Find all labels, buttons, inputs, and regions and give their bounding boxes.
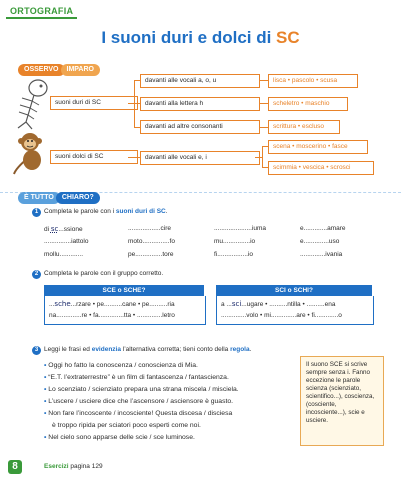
sentence-text: L’uscere / usciere dice che l’ascensore / asciensore è guasto. — [48, 398, 234, 405]
exercise-1-title — [44, 208, 168, 215]
tutto-chiaro-pill-group — [18, 186, 100, 204]
connector-line — [260, 80, 268, 81]
handwritten-answer: sc — [50, 225, 59, 233]
table-row[interactable]: a ...sci...ugare • ..........ntilla • ..........ena — [221, 300, 336, 308]
rule-note-box — [300, 356, 384, 446]
examples-box-consonants: scrittura • escluso — [268, 120, 340, 134]
hard-sounds-box: suoni duri di SC — [50, 96, 138, 110]
page-number: 8 — [8, 460, 22, 474]
word-item[interactable] — [44, 225, 83, 233]
connector-line — [134, 80, 135, 128]
title-text: . — [165, 208, 168, 215]
examples-box-i: scimmia • vescica • scrosci — [268, 161, 374, 175]
word-item[interactable]: ...............iattolo — [44, 238, 89, 245]
sentence-item[interactable]: • Lo scenziato / scienziato prepara una strana miscela / misciela. — [44, 386, 239, 393]
title-text: Completa le parole con i — [44, 208, 116, 215]
sentence-text: Non fare l’incoscente / incosciente! Questa discesa / disciesa — [48, 410, 233, 417]
sentence-item[interactable]: • “E.T. l’extraterrestre” è un film di fantascenza / fantascienza. — [44, 374, 229, 381]
exercise-number: 3 — [32, 346, 41, 355]
word-item[interactable]: ..............ivania — [300, 251, 343, 258]
fish-skeleton-icon — [12, 78, 50, 130]
word-item[interactable]: moto...............fo — [128, 238, 175, 245]
tutto-pill: È TUTTO — [18, 192, 60, 204]
rule-box-a-o-u: davanti alle vocali a, o, u — [140, 74, 260, 88]
word-item[interactable]: ..................cire — [128, 225, 171, 232]
connector-line — [255, 157, 262, 158]
table-sce-sche-header: SCE o SCHE? — [44, 285, 204, 296]
title-sc: SC — [276, 28, 300, 47]
connector-line — [128, 157, 140, 158]
title-bold: regola — [230, 346, 250, 353]
sentence-text: Nel cielo sono apparse delle scie / sce luminose. — [48, 434, 195, 441]
handwritten-answer: sci — [231, 300, 242, 308]
sentence-item[interactable]: è troppo ripida per sciatori poco esperti come noi. — [52, 422, 201, 429]
word-item[interactable]: e.............amare — [300, 225, 346, 232]
soft-sounds-box: suoni dolci di SC — [50, 150, 138, 164]
sentence-item[interactable]: • Nel cielo sono apparse delle scie / sce luminose. — [44, 434, 195, 441]
handwritten-answer: sche — [54, 300, 71, 308]
word-item[interactable]: pe...............tore — [128, 251, 174, 258]
sentence-text: Lo scenziato / scienziato prepara una strana miscela / misciela. — [48, 386, 239, 393]
word-item[interactable]: .....................iuma — [214, 225, 267, 232]
chiaro-pill: CHIARO? — [56, 192, 100, 204]
table-row[interactable]: ..............volo • mi..............are • fi.............o — [221, 312, 342, 319]
title-text: Leggi le frasi ed — [44, 346, 92, 353]
table-row[interactable]: ...sche...rzare • pe..........cane • pe..........ria — [49, 300, 175, 308]
connector-line — [260, 127, 268, 128]
page-title — [0, 28, 401, 48]
exercise-number: 2 — [32, 270, 41, 279]
title-bold: evidenzia — [91, 346, 121, 353]
exercise-reference[interactable] — [44, 463, 103, 470]
sentence-item[interactable]: • L’uscere / usciere dice che l’ascensore / asciensore è guasto. — [44, 398, 234, 405]
title-main: I suoni duri e dolci di — [101, 28, 277, 47]
rule-note-text: Il suono SCE si scrive sempre senza i. Fanno eccezione le parole scienza (scienziato, scientifico...), coscienza, (cosciente, incosciente...), scie e usciere. — [306, 361, 375, 424]
word-item[interactable]: fi.................io — [214, 251, 254, 258]
examples-box-a-o-u: lisca • pascolo • scusa — [268, 74, 358, 88]
exercise-2-title: Completa le parole con il gruppo corretto. — [44, 270, 164, 277]
connector-line — [260, 103, 268, 104]
monkey-icon — [8, 128, 48, 176]
exercise-3-title — [44, 346, 251, 353]
word-item[interactable]: mu...............io — [214, 238, 256, 245]
section-label: ORTOGRAFIA — [6, 6, 77, 19]
title-text: l’alternativa corretta; tieni conto della — [120, 346, 231, 353]
rule-box-consonants: davanti ad altre consonanti — [140, 120, 260, 134]
exercise-label: Esercizi — [44, 463, 69, 470]
table-row[interactable]: na..............re • fa..............tta • ..............letro — [49, 312, 175, 319]
examples-box-h: scheletro • maschio — [268, 97, 348, 111]
word-text: ...ssione — [58, 226, 83, 233]
word-item[interactable]: e..............uso — [300, 238, 340, 245]
exercise-page-text: pagina 129 — [68, 463, 103, 470]
sentence-text: Oggi ho fatto la conoscenza / conoscienza di Mia. — [48, 362, 198, 369]
examples-box-e: scena • moscerino • fasce — [268, 140, 368, 154]
sentence-text: “E.T. l’extraterrestre” è un film di fantascenza / fantascienza. — [48, 374, 229, 381]
word-text: di — [44, 226, 51, 233]
osservo-pill-group — [18, 58, 100, 76]
imparo-pill: IMPARO — [61, 64, 100, 76]
exercise-number: 1 — [32, 208, 41, 217]
connector-line — [262, 146, 263, 168]
sentence-item[interactable]: • Non fare l’incoscente / incosciente! Questa discesa / disciesa — [44, 410, 233, 417]
word-item[interactable]: mollu............. — [44, 251, 84, 258]
title-bold: suoni duri di SC — [115, 208, 166, 215]
table-sci-schi-body — [216, 296, 374, 325]
osservo-pill: OSSERVO — [18, 64, 65, 76]
sentence-item[interactable]: • Oggi ho fatto la conoscenza / conoscienza di Mia. — [44, 362, 198, 369]
title-text: . — [249, 346, 252, 353]
table-sce-sche-body — [44, 296, 206, 325]
rule-box-e-i: davanti alle vocali e, i — [140, 151, 260, 165]
rule-box-h: davanti alla lettera h — [140, 97, 260, 111]
table-sci-schi-header: SCI o SCHI? — [216, 285, 372, 296]
